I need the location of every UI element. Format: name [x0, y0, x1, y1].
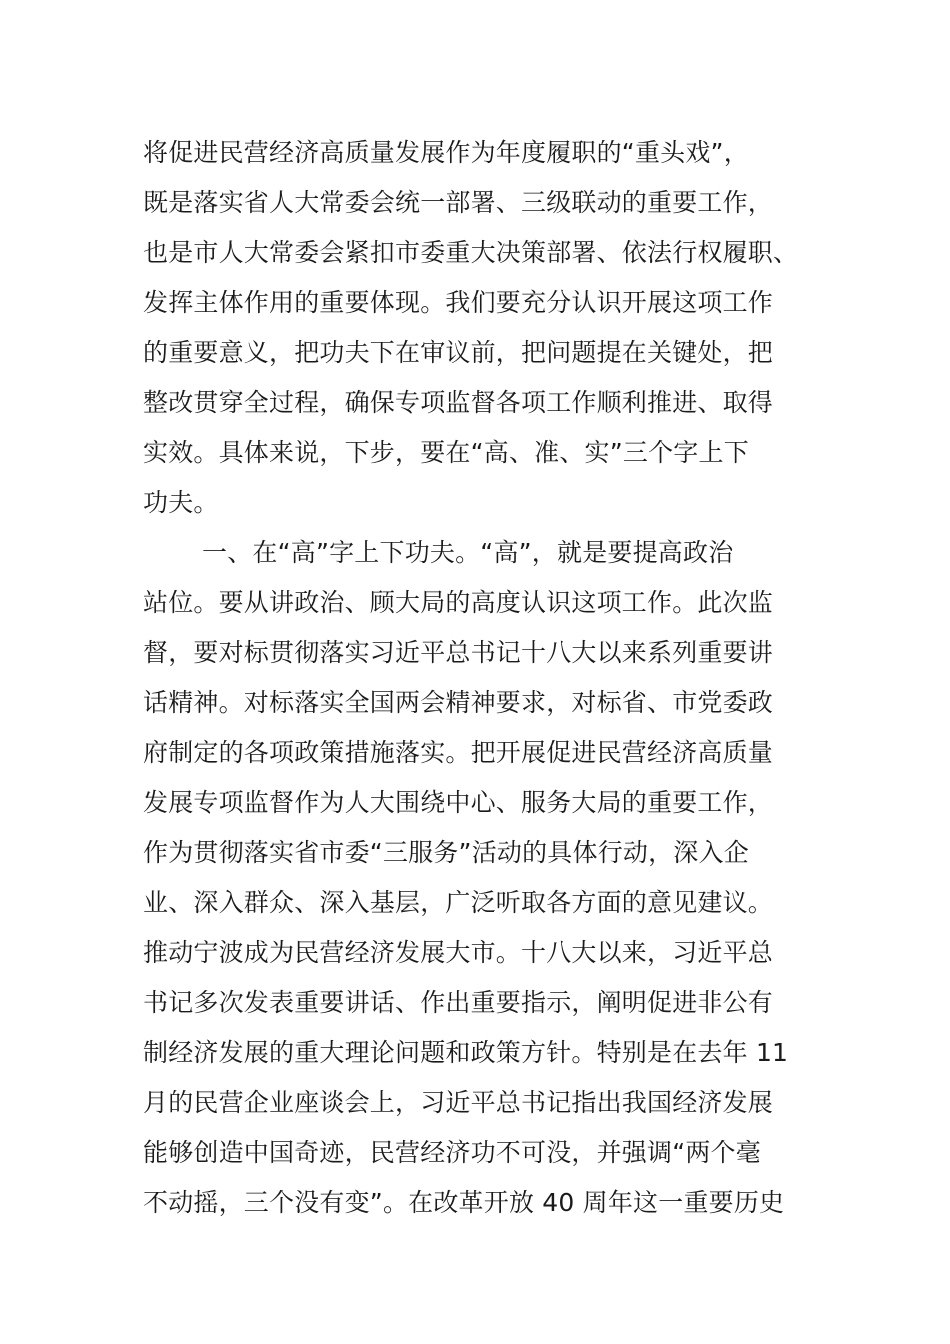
- text-line: 发挥主体作用的重要体现。我们要充分认识开展这项工作: [143, 288, 774, 317]
- text-line: 话精神。对标落实全国两会精神要求，对标省、市党委政: [143, 688, 774, 717]
- text-line: 也是市人大常委会紧扣市委重大决策部署、依法行权履职、: [143, 238, 799, 267]
- text-line: 制经济发展的重大理论问题和政策方针。特别是在去年 11: [143, 1038, 789, 1067]
- body-text: [143, 128, 813, 1228]
- text-line: 督，要对标贯彻落实习近平总书记十八大以来系列重要讲: [143, 638, 774, 667]
- text-line: 功夫。: [143, 488, 219, 517]
- text-line: 既是落实省人大常委会统一部署、三级联动的重要工作，: [143, 188, 774, 217]
- text-line: 月的民营企业座谈会上，习近平总书记指出我国经济发展: [143, 1088, 774, 1117]
- text-line: 的重要意义，把功夫下在审议前，把问题提在关键处，把: [143, 338, 774, 367]
- text-line: 作为贯彻落实省市委“三服务”活动的具体行动，深入企: [143, 838, 749, 867]
- text-line: 不动摇，三个没有变”。在改革开放 40 周年这一重要历史: [143, 1188, 785, 1217]
- text-line: 站位。要从讲政治、顾大局的高度认识这项工作。此次监: [143, 588, 774, 617]
- text-line: 府制定的各项政策措施落实。把开展促进民营经济高质量: [143, 738, 774, 767]
- text-line: 书记多次发表重要讲话、作出重要指示，阐明促进非公有: [143, 988, 774, 1017]
- text-line: 将促进民营经济高质量发展作为年度履职的“重头戏”，: [143, 138, 749, 167]
- text-line: 业、深入群众、深入基层，广泛听取各方面的意见建议。: [143, 888, 774, 917]
- text-line: 推动宁波成为民营经济发展大市。十八大以来，习近平总: [143, 938, 774, 967]
- text-line: 能够创造中国奇迹，民营经济功不可没，并强调“两个毫: [143, 1138, 761, 1167]
- section-heading-line: 一、在“高”字上下功夫。“高”，就是要提高政治: [202, 538, 734, 567]
- text-line: 整改贯穿全过程，确保专项监督各项工作顺利推进、取得: [143, 388, 774, 417]
- text-line: 发展专项监督作为人大围绕中心、服务大局的重要工作，: [143, 788, 774, 817]
- text-line: 实效。具体来说，下步，要在“高、准、实”三个字上下: [143, 438, 749, 467]
